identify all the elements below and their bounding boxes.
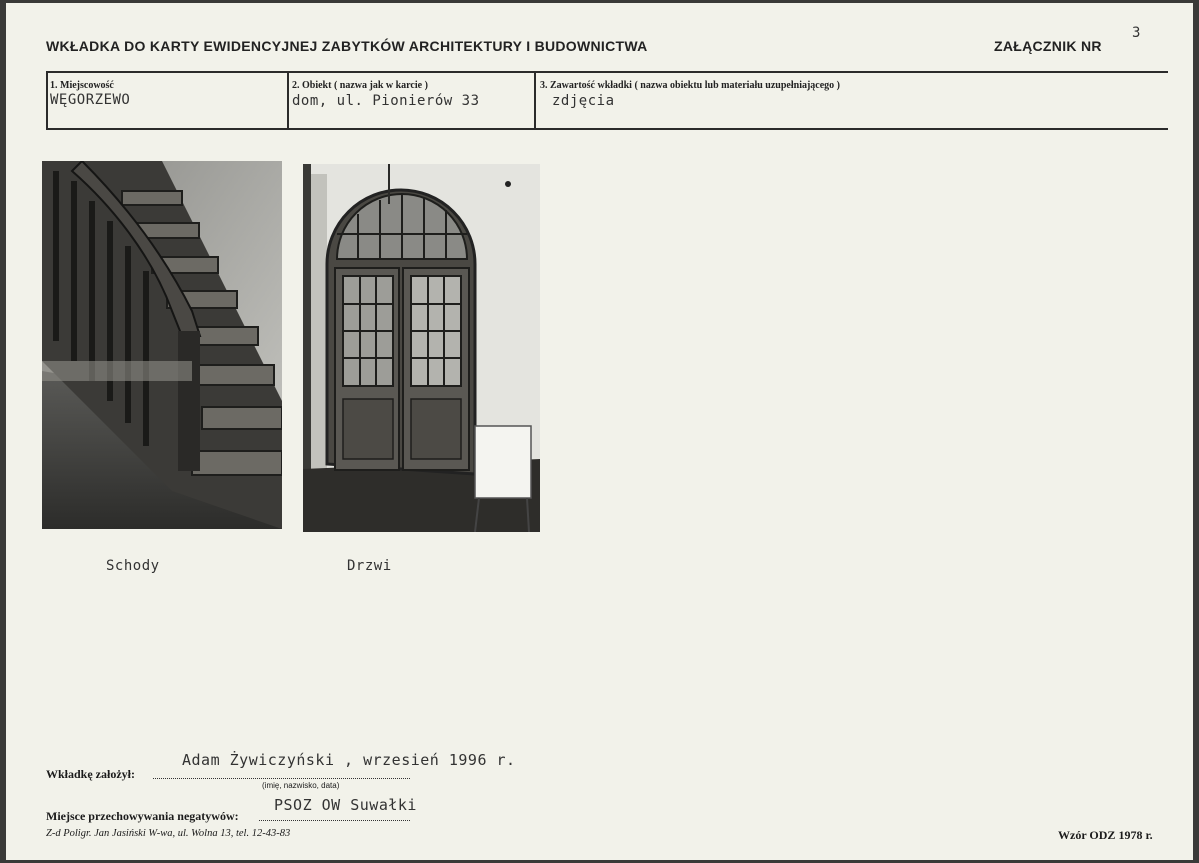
card-title: WKŁADKA DO KARTY EWIDENCYJNEJ ZABYTKÓW ARCHITEKTURY I BUDOWNICTWA [46, 38, 648, 54]
arched-door-photo [303, 164, 540, 532]
object-label: 2. Obiekt ( nazwa jak w karcie ) [292, 80, 428, 91]
staircase-photo [42, 161, 282, 529]
founded-by-hint: (imię, nazwisko, data) [262, 781, 340, 790]
contents-value: zdjęcia [552, 93, 615, 109]
column-divider-1 [287, 71, 289, 129]
bottom-rule [46, 128, 1168, 130]
top-rule [46, 71, 1168, 73]
column-divider-2 [534, 71, 536, 129]
negatives-label: Miejsce przechowywania negatywów: [46, 809, 239, 823]
founded-by-value: Adam Żywiczyński , wrzesień 1996 r. [182, 751, 516, 769]
printer-imprint: Z-d Poligr. Jan Jasiński W-wa, ul. Wolna 13, tel. 12-43-83 [46, 828, 291, 839]
annex-number: 3 [1132, 25, 1141, 41]
staircase-caption: Schody [106, 558, 160, 574]
annex-label: ZAŁĄCZNIK NR [994, 38, 1102, 54]
door-caption: Drzwi [347, 558, 392, 574]
founded-by-line [153, 778, 410, 779]
founded-by-label: Wkładkę założył: [46, 767, 135, 781]
locality-value: WĘGORZEWO [50, 92, 131, 108]
negatives-value: PSOZ OW Suwałki [274, 796, 417, 814]
left-border [46, 71, 48, 129]
negatives-line [259, 820, 410, 821]
form-id: Wzór ODZ 1978 r. [1058, 828, 1153, 842]
object-value: dom, ul. Pionierów 33 [292, 93, 480, 109]
record-card [6, 3, 1193, 860]
locality-label: 1. Miejscowość [50, 80, 114, 91]
contents-label: 3. Zawartość wkładki ( nazwa obiektu lub materiału uzupełniającego ) [540, 80, 841, 91]
